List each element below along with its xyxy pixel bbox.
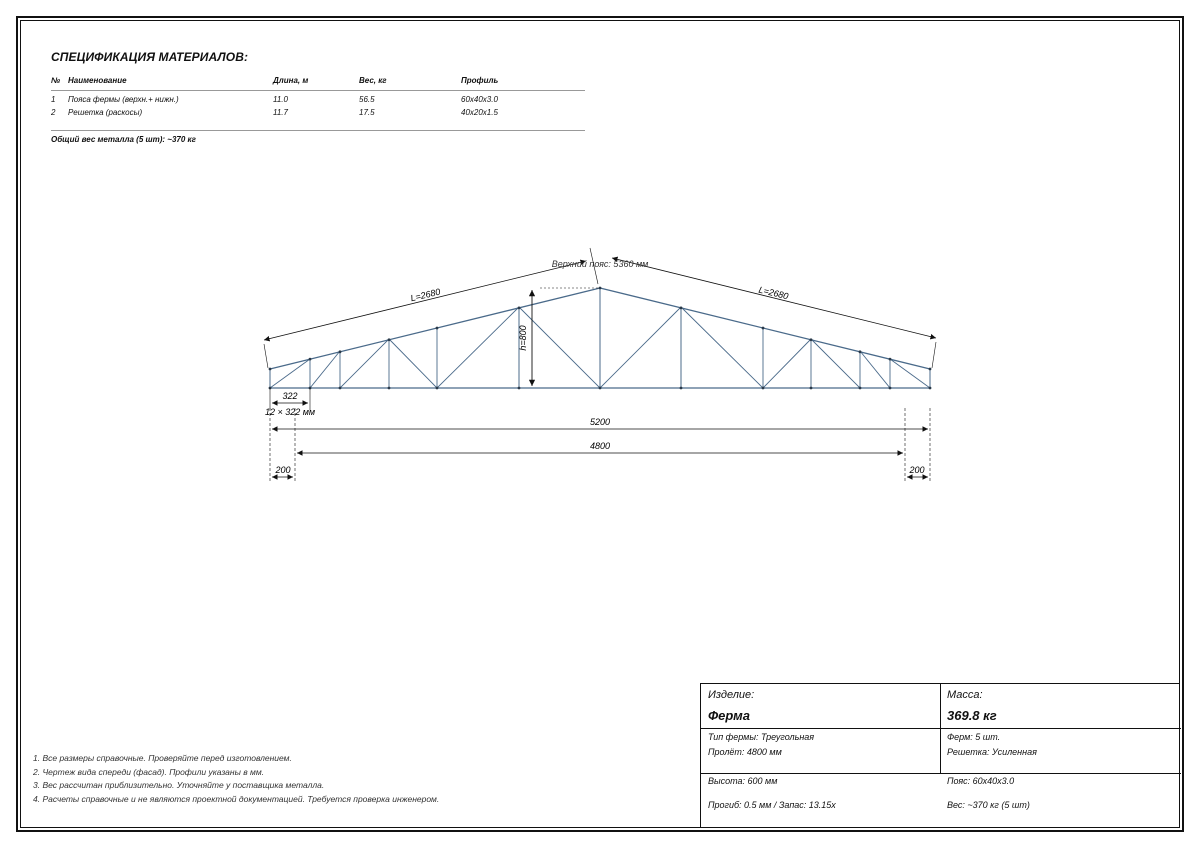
title-block-divider [701, 728, 1181, 729]
mass-label: Масса: [947, 689, 983, 701]
spec-cell-number: 1 [51, 95, 56, 104]
product-label: Изделие: [708, 689, 755, 701]
left-slope-dimension [264, 248, 598, 368]
truss-count: Ферм: 5 шт. [947, 732, 1001, 742]
spec-header-profile: Профиль [461, 76, 499, 85]
overhang-left-label: 200 [275, 465, 291, 475]
truss-node [762, 387, 765, 390]
truss-diagonal [270, 359, 310, 388]
right-slope-dimension [612, 258, 936, 368]
lattice-type: Решетка: Усиленная [947, 747, 1037, 757]
top-chord-left [270, 288, 600, 369]
overhang-right-label: 200 [909, 465, 925, 475]
top-chord-label: Верхний пояс: 5360 мм [551, 259, 649, 269]
truss-node [599, 287, 602, 290]
spec-title: СПЕЦИФИКАЦИЯ МАТЕРИАЛОВ: [51, 50, 249, 64]
spec-total-weight: Общий вес металла (5 шт): ~370 кг [51, 135, 196, 144]
spec-header-length: Длина, м [273, 76, 309, 85]
truss-diagonal [310, 351, 340, 388]
truss-node [518, 306, 521, 309]
truss-node [889, 358, 892, 361]
spec-cell-number: 2 [51, 108, 56, 117]
truss-diagonal [681, 307, 763, 388]
truss-diagonal [389, 339, 437, 388]
product-value: Ферма [708, 708, 750, 723]
right-slope-label: L=2680 [757, 284, 790, 302]
span-value: Пролёт: 4800 мм [708, 747, 782, 757]
title-block [700, 683, 1180, 828]
note-item: 4. Расчеты справочные и не являются проектной документацией. Требуется проверка инженером. [33, 793, 440, 804]
spec-cell-weight: 56.5 [359, 95, 375, 104]
top-chord-right [600, 288, 930, 369]
chord-profile: Пояс: 60x40x3.0 [947, 776, 1015, 786]
spec-cell-profile: 40x20x1.5 [461, 108, 498, 117]
height-value: Высота: 600 мм [708, 776, 778, 786]
truss-node [680, 306, 683, 309]
truss-node [436, 387, 439, 390]
truss-node [599, 387, 602, 390]
title-block-divider [701, 773, 1181, 774]
truss-structure [269, 284, 932, 390]
mass-value: 369.8 кг [947, 708, 997, 723]
truss-node [309, 358, 312, 361]
spec-cell-length: 11.0 [273, 95, 288, 104]
truss-node [859, 350, 862, 353]
truss-diagonal [890, 359, 930, 388]
spec-cell-length: 11.7 [273, 108, 288, 117]
truss-node [339, 387, 342, 390]
left-slope-label: L=2680 [409, 286, 442, 304]
truss-diagonal [600, 307, 681, 388]
spec-cell-profile: 60x40x3.0 [461, 95, 498, 104]
spec-cell-name: Пояса фермы (верхн.+ нижн.) [68, 95, 179, 104]
total-weight: Вес: ~370 кг (5 шт) [947, 800, 1030, 810]
note-item: 2. Чертеж вида спереди (фасад). Профили указаны в мм. [33, 766, 265, 777]
spec-header-number: № [51, 76, 61, 85]
truss-diagonal [860, 351, 890, 388]
truss-diagonal [519, 307, 600, 388]
truss-node [269, 368, 272, 371]
truss-node [339, 350, 342, 353]
spec-header-weight: Вес, кг [359, 76, 387, 85]
truss-node [859, 387, 862, 390]
total-span-label: 5200 [589, 417, 611, 427]
panel-label: 322 [282, 391, 298, 401]
deflection-value: Прогиб: 0.5 мм / Запас: 13.15x [708, 800, 836, 810]
spec-cell-weight: 17.5 [359, 108, 375, 117]
drawing-notes [33, 752, 439, 806]
truss-diagonal [763, 339, 811, 388]
span-label: 4800 [589, 441, 611, 451]
truss-diagonal [437, 307, 519, 388]
note-item: 3. Вес рассчитан приблизительно. Уточняйте у поставщика металла. [33, 780, 325, 790]
note-item: 1. Все размеры справочные. Проверяйте перед изготовлением. [33, 753, 292, 763]
truss-node [762, 327, 765, 330]
truss-node [518, 387, 521, 390]
truss-type: Тип фермы: Треугольная [708, 732, 815, 742]
height-label: h=800 [518, 325, 528, 351]
truss-node [889, 387, 892, 390]
truss-node [388, 387, 391, 390]
spec-header-name: Наименование [68, 76, 127, 85]
spec-cell-name: Решетка (раскосы) [68, 108, 143, 117]
panel-note: 12 × 322 мм [264, 407, 316, 417]
truss-node [929, 387, 932, 390]
truss-node [810, 387, 813, 390]
truss-node [929, 368, 932, 371]
truss-node [388, 338, 391, 341]
truss-node [436, 327, 439, 330]
truss-node [680, 387, 683, 390]
truss-node [810, 338, 813, 341]
